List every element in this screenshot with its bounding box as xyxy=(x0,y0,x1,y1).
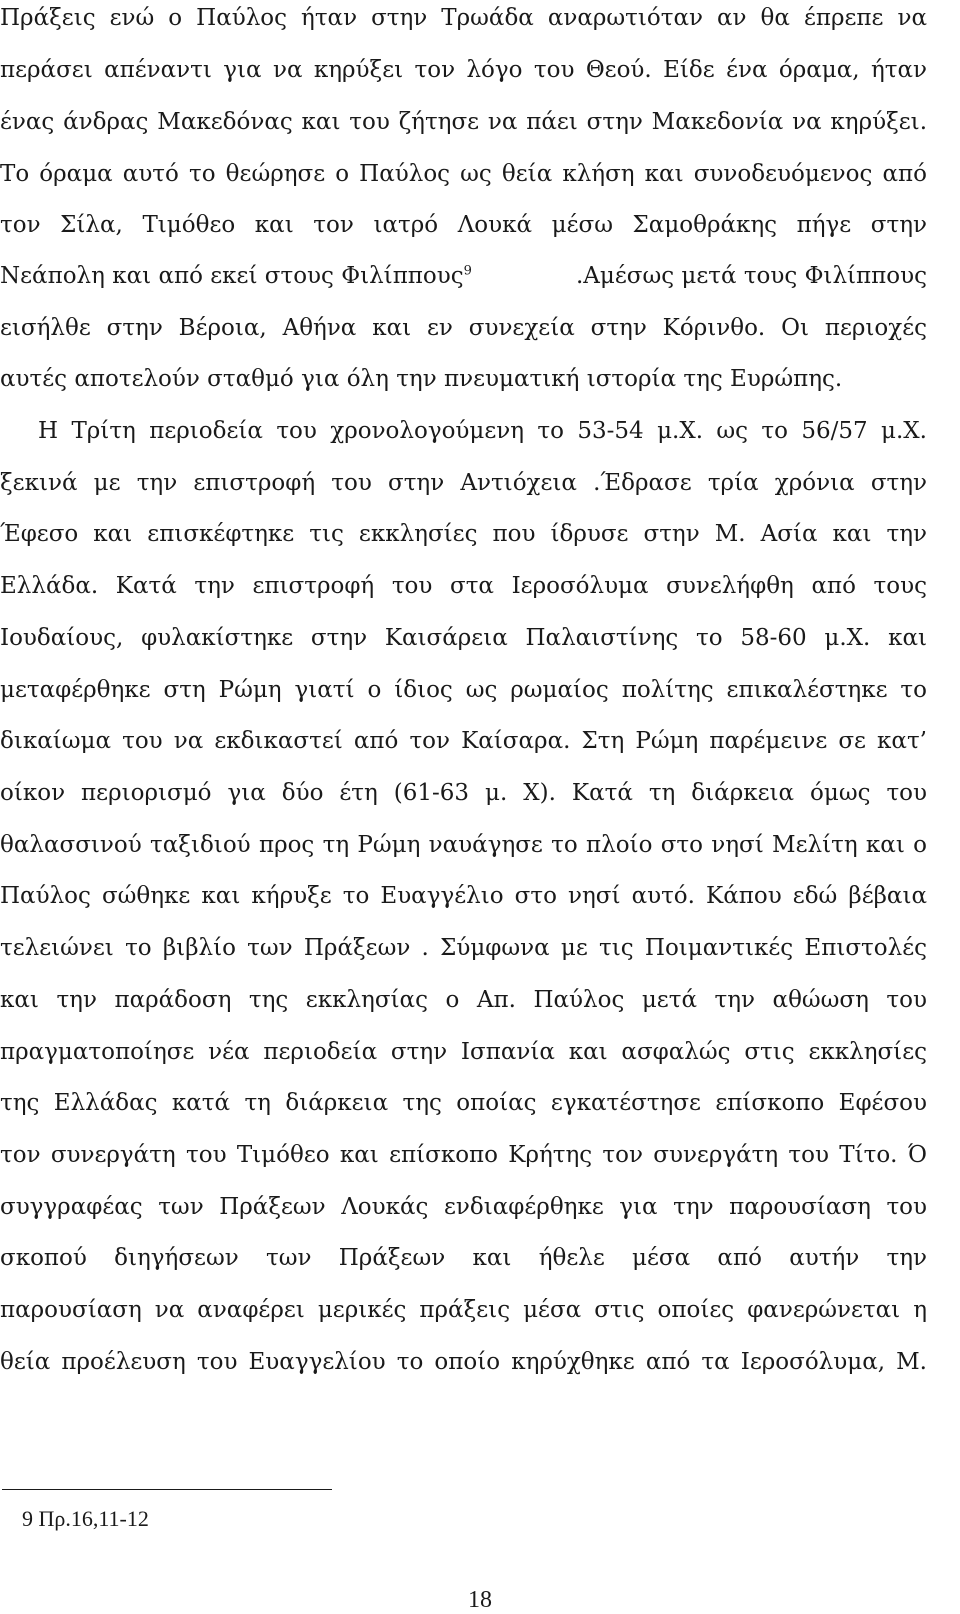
text-line: τον Σίλα, Τιμόθεο και τον ιατρό Λουκά μέσω Σαμοθράκης πήγε στην xyxy=(0,212,927,238)
text-line: και την παράδοση της εκκλησίας ο Απ. Παύλος μετά την αθώωση του xyxy=(0,987,927,1013)
text-line: συγγραφέας των Πράξεων Λουκάς ενδιαφέρθηκε για την παρουσίαση του xyxy=(0,1194,927,1220)
footnote-reference: 9 xyxy=(463,263,472,279)
text-line: θαλασσινού ταξιδιού προς τη Ρώμη ναυάγησε το πλοίο στο νησί Μελίτη και ο xyxy=(0,832,927,858)
text-line: θεία προέλευση του Ευαγγελίου το οποίο κηρύχθηκε από τα Ιεροσόλυμα, Μ. xyxy=(0,1349,927,1375)
text-line: αυτές αποτελούν σταθμό για όλη την πνευματική ιστορία της Ευρώπης. xyxy=(0,366,843,392)
text-line: Ελλάδα. Κατά την επιστροφή του στα Ιεροσόλυμα συνελήφθη από τους xyxy=(0,573,927,599)
text-segment: .Αμέσως μετά τους Φιλίππους xyxy=(575,263,927,289)
text-line: Παύλος σώθηκε και κήρυξε το Ευαγγέλιο στο νησί αυτό. Κάπου εδώ βέβαια xyxy=(0,883,927,909)
footnote: 9 Πρ.16,11-12 xyxy=(22,1506,149,1531)
text-line: περάσει απέναντι για να κηρύξει τον λόγο του Θεού. Είδε ένα όραμα, ήταν xyxy=(0,57,927,83)
text-line: της Ελλάδας κατά τη διάρκεια της οποίας εγκατέστησε επίσκοπο Εφέσου xyxy=(0,1090,927,1116)
text-line: ένας άνδρας Μακεδόνας και του ζήτησε να πάει στην Μακεδονία να κηρύξει. xyxy=(0,109,927,135)
footnote-separator xyxy=(2,1489,332,1490)
text-line: Ιουδαίους, φυλακίστηκε στην Καισάρεια Παλαιστίνης το 58-60 μ.Χ. και xyxy=(0,625,927,651)
text-line: σκοπού διηγήσεων των Πράξεων και ήθελε μέσα από αυτήν την xyxy=(0,1245,927,1271)
text-line-indented: Η Τρίτη περιοδεία του χρονολογούμενη το 53-54 μ.Χ. ως το 56/57 μ.Χ. xyxy=(38,418,927,444)
text-line: Το όραμα αυτό το θεώρησε ο Παύλος ως θεία κλήση και συνοδευόμενος από xyxy=(0,161,927,187)
text-line: τον συνεργάτη του Τιμόθεο και επίσκοπο Κρήτης τον συνεργάτη του Τίτο. Ό xyxy=(0,1142,927,1168)
text-line: οίκον περιορισμό για δύο έτη (61-63 μ. Χ). Κατά τη διάρκεια όμως του xyxy=(0,780,927,806)
text-line: Πράξεις ενώ ο Παύλος ήταν στην Τρωάδα αναρωτιόταν αν θα έπρεπε να xyxy=(0,5,927,31)
text-line: παρουσίαση να αναφέρει μερικές πράξεις μέσα στις οποίες φανερώνεται η xyxy=(0,1297,927,1323)
text-line: τελειώνει το βιβλίο των Πράξεων . Σύμφωνα με τις Ποιμαντικές Επιστολές xyxy=(0,935,927,961)
text-line: Έφεσο και επισκέφτηκε τις εκκλησίες που ίδρυσε στην Μ. Ασία και την xyxy=(0,521,927,547)
text-line-start xyxy=(0,261,472,291)
text-line: πραγματοποίησε νέα περιοδεία στην Ισπανία και ασφαλώς στις εκκλησίες xyxy=(0,1039,927,1065)
text-line: δικαίωμα του να εκδικαστεί από τον Καίσαρα. Στη Ρώμη παρέμεινε σε κατ’ xyxy=(0,728,927,754)
text-line-with-footnote-ref xyxy=(0,261,927,291)
text-line: εισήλθε στην Βέροια, Αθήνα και εν συνεχεία στην Κόρινθο. Οι περιοχές xyxy=(0,315,927,341)
text-line: ξεκινά με την επιστροφή του στην Αντιόχεια .Έδρασε τρία χρόνια στην xyxy=(0,470,927,496)
text-segment: Νεάπολη και από εκεί στους Φιλίππους xyxy=(0,263,464,289)
page-number: 18 xyxy=(468,1587,492,1613)
text-line: μεταφέρθηκε στη Ρώμη γιατί ο ίδιος ως ρωμαίος πολίτης επικαλέστηκε το xyxy=(0,677,927,703)
